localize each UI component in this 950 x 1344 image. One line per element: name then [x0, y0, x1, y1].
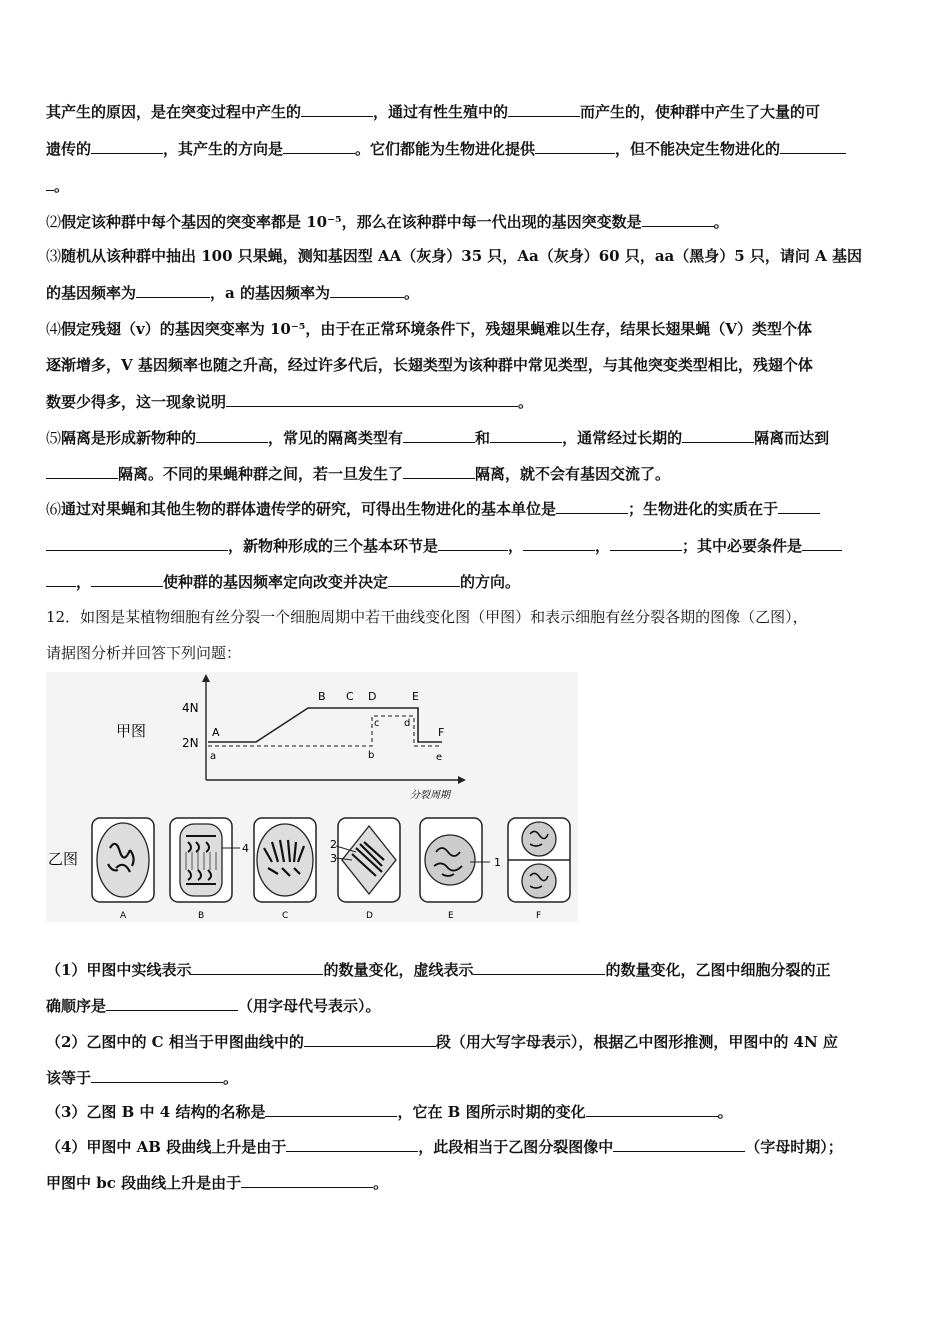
text: ，它在 B 图所示时期的变化: [397, 1103, 586, 1121]
text: 假定残翅（v）的基因突变率为 10⁻⁵，由于在正常环境条件下，残翅果蝇难以生存，结果长翅果蝇（V）类型个体: [61, 320, 812, 338]
text: （用字母代号表示）。: [238, 997, 381, 1015]
cell-label-a: A: [120, 911, 127, 921]
text: ，常见的隔离类型有: [268, 429, 404, 447]
text: 。: [54, 177, 70, 195]
answer-blank[interactable]: [91, 138, 163, 154]
answer-blank[interactable]: [46, 463, 118, 479]
figure-svg: [46, 672, 578, 922]
question-number: 12．: [46, 608, 81, 626]
text: 而产生的，使种群中产生了大量的可: [580, 103, 821, 121]
answer-blank[interactable]: [286, 1136, 418, 1152]
answer-blank[interactable]: [304, 1031, 436, 1047]
sub-question-1a: [46, 959, 908, 981]
nucleus-f-bottom: [522, 864, 556, 898]
text: 使种群的基因频率定向改变并决定: [163, 573, 389, 591]
text: 段（用大写字母表示），根据乙中图形推测，甲图中的 4N 应: [435, 1033, 838, 1051]
answer-blank[interactable]: [780, 138, 846, 154]
answer-blank[interactable]: [556, 498, 628, 514]
text: （3）乙图 B 中 4 结构的名称是: [46, 1103, 266, 1121]
answer-blank[interactable]: [226, 391, 518, 407]
text: ；其中必要条件是: [682, 537, 803, 555]
cell-label-e: E: [448, 911, 454, 921]
dash-label-a: a: [210, 751, 217, 762]
text-line-7: [46, 318, 908, 340]
answer-blank[interactable]: [106, 995, 238, 1011]
text: 其产生的原因，是在突变过程中产生的: [46, 103, 302, 121]
sub-question-4a: [46, 1136, 908, 1158]
answer-blank[interactable]: [46, 535, 228, 551]
x-axis-label: 分裂周期: [410, 790, 450, 801]
pointer-3: 3: [330, 852, 337, 865]
text-line-1: [46, 101, 908, 123]
answer-blank[interactable]: [535, 138, 615, 154]
text: 确顺序是: [46, 997, 107, 1015]
answer-blank[interactable]: [265, 1101, 397, 1117]
cell-label-c: C: [282, 911, 289, 921]
text: 通过对果蝇和其他生物的群体遗传学的研究，可得出生物进化的基本单位是: [61, 500, 557, 518]
cell-label-d: D: [366, 911, 373, 921]
item-number: ⑸: [46, 429, 62, 447]
text: 隔离，就不会有基因交流了。: [475, 465, 671, 483]
text: 和: [475, 429, 491, 447]
sub-question-1b: [46, 995, 908, 1017]
text: ，a 的基因频率为: [210, 284, 330, 302]
text: 数要少得多，这一现象说明: [46, 393, 227, 411]
text: 。: [223, 1069, 239, 1087]
curve-label-f: F: [438, 726, 445, 739]
pointer-2: 2: [330, 838, 337, 851]
text: 隔离是形成新物种的: [61, 429, 197, 447]
text: 隔离而达到: [754, 429, 830, 447]
text: （1）甲图中实线表示: [46, 961, 192, 979]
answer-blank[interactable]: [473, 959, 605, 975]
cell-label-b: B: [198, 911, 205, 921]
text: 的数量变化，乙图中细胞分裂的正: [605, 961, 831, 979]
text: 。: [717, 1103, 733, 1121]
text: 的数量变化，虚线表示: [323, 961, 474, 979]
text-line-12: [46, 498, 908, 520]
answer-blank[interactable]: [46, 571, 76, 587]
curve-label-e: E: [412, 690, 419, 703]
text: 逐渐增多，V 基因频率也随之升高，经过许多代后，长翅类型为该种群中常见类型，与其他突变类型相比，残翅个体: [46, 356, 813, 374]
answer-blank[interactable]: [241, 1172, 373, 1188]
text: ，通过有性生殖中的: [373, 103, 509, 121]
text: 。: [403, 284, 419, 302]
answer-blank[interactable]: [682, 427, 754, 443]
yi-label: 乙图: [48, 850, 79, 868]
text: 遗传的: [46, 140, 92, 158]
text-line-3: [46, 175, 908, 197]
text: （字母时期）；: [745, 1138, 843, 1156]
pointer-4: 4: [242, 842, 249, 855]
text: 。: [713, 213, 729, 231]
answer-blank[interactable]: [403, 427, 475, 443]
answer-blank[interactable]: [586, 1101, 718, 1117]
text-line-11: [46, 463, 908, 485]
text: 请据图分析并回答下列问题：: [46, 644, 242, 662]
answer-blank[interactable]: [330, 282, 404, 298]
text: 假定该种群中每个基因的突变率都是 10⁻⁵，那么在该种群中每一代出现的基因突变数是: [61, 213, 642, 231]
answer-blank[interactable]: [613, 1136, 745, 1152]
text-line-9: [46, 391, 908, 413]
dash-label-c: c: [374, 718, 380, 729]
text: 。它们都能为生物进化提供: [355, 140, 536, 158]
text: ，新物种形成的三个基本环节是: [228, 537, 439, 555]
sub-question-3: [46, 1101, 908, 1123]
item-number: ⑹: [46, 500, 62, 518]
answer-blank[interactable]: [91, 1067, 223, 1083]
answer-blank[interactable]: [283, 138, 355, 154]
text: 甲图中 bc 段曲线上升是由于: [46, 1174, 242, 1192]
pointer-1: 1: [494, 856, 501, 869]
text: ；生物进化的实质在于: [628, 500, 779, 518]
text: 如图是某植物细胞有丝分裂一个细胞周期中若干曲线变化图（甲图）和表示细胞有丝分裂各期的图像（乙图），: [80, 608, 808, 626]
curve-label-b: B: [318, 690, 326, 703]
answer-blank[interactable]: [490, 427, 562, 443]
answer-blank[interactable]: [301, 101, 373, 117]
question-12-line-2: [46, 642, 908, 664]
text-line-8: [46, 354, 908, 376]
y-axis-arrow: [202, 674, 210, 682]
answer-blank[interactable]: [508, 101, 580, 117]
figure-mitosis: [46, 672, 578, 922]
curve-label-a-upper: A: [212, 726, 220, 739]
text: ，: [595, 537, 611, 555]
text: ，通常经过长期的: [562, 429, 683, 447]
text: 随机从该种群中抽出 100 只果蝇，测知基因型 AA（灰身）35 只，Aa（灰身）60 只，aa（黑身）5 只，请问 A 基因: [61, 247, 863, 265]
answer-blank[interactable]: [136, 282, 210, 298]
text: 的方向。: [460, 573, 521, 591]
text-line-5: [46, 245, 908, 267]
question-12-line-1: [46, 606, 908, 628]
item-number: ⑵: [46, 213, 62, 231]
x-axis-arrow: [458, 776, 466, 784]
y-tick-2n: 2N: [182, 736, 199, 750]
dash-label-d: d: [404, 718, 411, 729]
text: （2）乙图中的 C 相当于甲图曲线中的: [46, 1033, 304, 1051]
text: 。: [518, 393, 534, 411]
answer-blank[interactable]: [191, 959, 323, 975]
answer-blank[interactable]: [802, 535, 842, 551]
answer-blank[interactable]: [403, 463, 475, 479]
nucleus-f-top: [522, 822, 556, 856]
curve-label-d: D: [368, 690, 377, 703]
curve-label-c: C: [346, 690, 354, 703]
text: 该等于: [46, 1069, 92, 1087]
answer-blank[interactable]: [642, 211, 714, 227]
text: 。: [373, 1174, 389, 1192]
text-line-6: [46, 282, 908, 304]
sub-question-2b: [46, 1067, 908, 1089]
answer-blank[interactable]: [778, 498, 820, 514]
item-number: ⑶: [46, 247, 62, 265]
text-line-14: [46, 571, 908, 593]
cell-label-f: F: [536, 911, 542, 921]
y-tick-4n: 4N: [182, 701, 199, 715]
cell-c: [257, 824, 313, 896]
answer-blank[interactable]: [438, 535, 508, 551]
answer-blank[interactable]: [91, 571, 163, 587]
dash-label-e: e: [436, 752, 443, 763]
answer-blank[interactable]: [46, 175, 54, 191]
text-line-2: [46, 138, 908, 160]
text-line-13: [46, 535, 908, 557]
answer-blank[interactable]: [196, 427, 268, 443]
text: ，: [508, 537, 524, 555]
text: （4）甲图中 AB 段曲线上升是由于: [46, 1138, 287, 1156]
text: 隔离。不同的果蝇种群之间，若一旦发生了: [118, 465, 404, 483]
dash-label-b: b: [368, 750, 375, 761]
text-line-10: [46, 427, 908, 449]
text: ，: [76, 573, 92, 591]
answer-blank[interactable]: [388, 571, 460, 587]
sub-question-2a: [46, 1031, 908, 1053]
text: ，此段相当于乙图分裂图像中: [418, 1138, 614, 1156]
sub-question-4b: [46, 1172, 908, 1194]
answer-blank[interactable]: [523, 535, 595, 551]
jia-label: 甲图: [116, 722, 147, 740]
text: ，其产生的方向是: [163, 140, 284, 158]
text: ，但不能决定生物进化的: [615, 140, 781, 158]
text-line-4: [46, 211, 908, 233]
nucleus-e: [425, 835, 475, 885]
answer-blank[interactable]: [610, 535, 682, 551]
item-number: ⑷: [46, 320, 62, 338]
cell-a: [97, 823, 149, 897]
text: 的基因频率为: [46, 284, 137, 302]
